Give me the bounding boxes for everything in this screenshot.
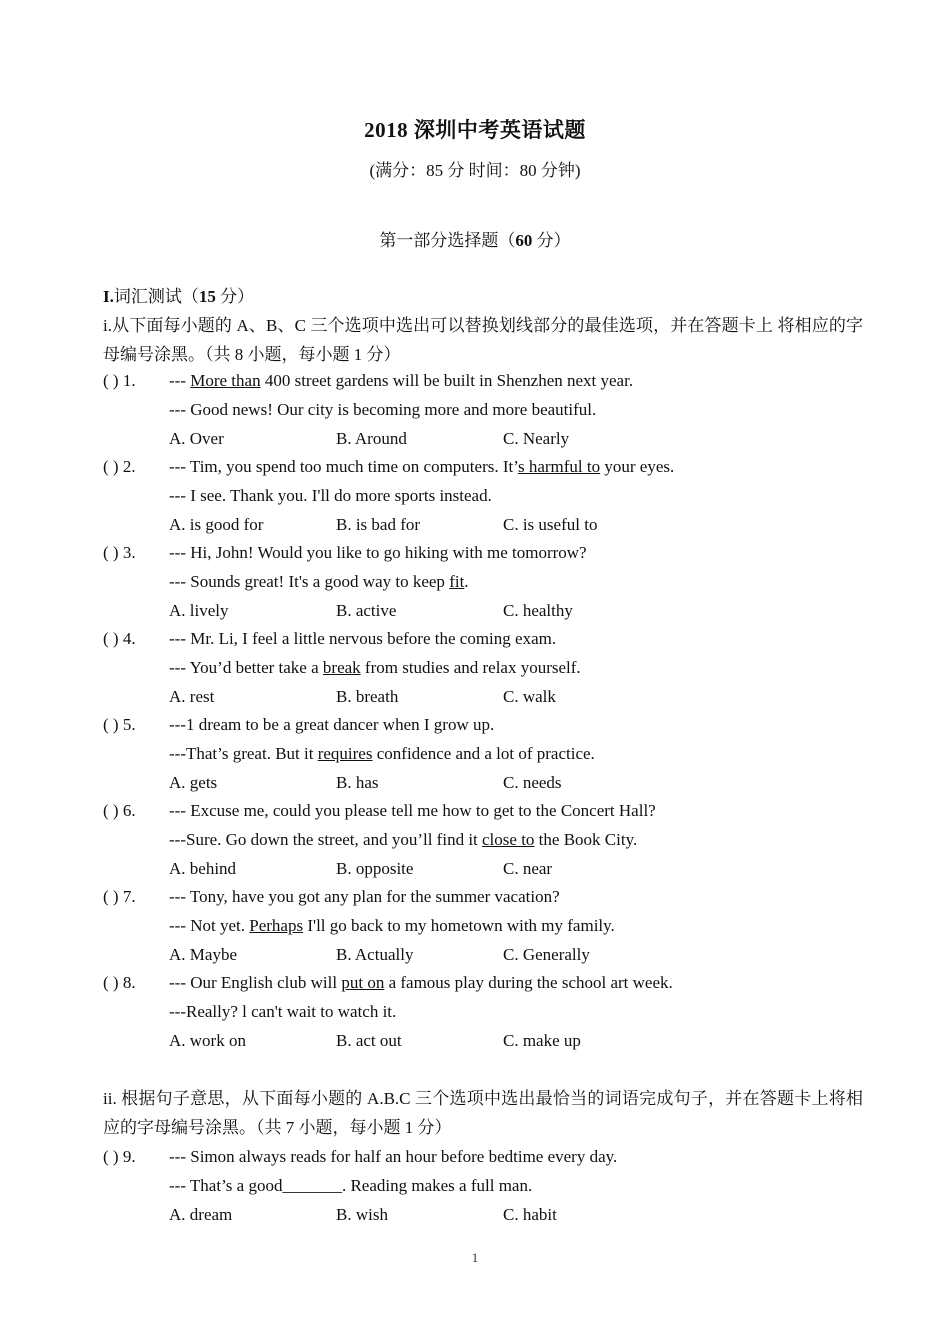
underlined-phrase: s harmful to <box>517 457 601 476</box>
part-title-score: 60 <box>515 231 533 250</box>
text: I'll go back to my hometown with my family. <box>303 916 615 935</box>
question-number: ( ) 2. <box>103 457 136 476</box>
text: the Book City. <box>534 830 638 849</box>
question-3 <box>0 538 950 624</box>
part-title-prefix: 第一部分选择题（ <box>379 231 516 250</box>
question-7 <box>0 882 950 968</box>
text: a famous play during the school art week. <box>384 973 673 992</box>
question-number: ( ) 3. <box>103 543 136 562</box>
question-line-2 <box>169 739 595 768</box>
question-number: ( ) 8. <box>103 973 136 992</box>
underlined-phrase: close to <box>482 830 535 849</box>
option-c: C. make up <box>503 1031 581 1050</box>
question-number: ( ) 1. <box>103 371 136 390</box>
question-line-1 <box>169 538 587 567</box>
option-b: B. is bad for <box>336 515 421 534</box>
text: ---Really? l can't wait to watch it. <box>169 1002 397 1021</box>
question-number: ( ) 7. <box>103 887 136 906</box>
underlined-phrase: requires <box>317 744 373 763</box>
question-line-2 <box>169 567 469 596</box>
question-number: ( ) 9. <box>103 1147 136 1166</box>
text: --- <box>169 371 191 390</box>
text: --- Mr. Li, I feel a little nervous before the coming exam. <box>169 629 557 648</box>
option-a: A. lively <box>169 601 229 620</box>
text: your eyes. <box>600 457 675 476</box>
text: --- Hi, John! Would you like to go hiking with me tomorrow? <box>169 543 587 562</box>
option-c: C. Nearly <box>503 429 570 448</box>
text: --- Not yet. <box>169 916 250 935</box>
section1-score: 15 <box>198 287 216 306</box>
option-a: A. Over <box>169 429 224 448</box>
section1-instruction: i.从下面每小题的 A、B、C 三个选项中选出可以替换划线部分的最佳选项，并在答题卡上 将相应的字母编号涂黑。（共 8 小题，每小题 1 分） <box>103 316 863 364</box>
question-2 <box>0 452 950 538</box>
text: --- Tony, have you got any plan for the summer vacation? <box>169 887 560 906</box>
option-b: B. wish <box>336 1205 388 1224</box>
option-b: B. Actually <box>336 945 414 964</box>
text: confidence and a lot of practice. <box>372 744 595 763</box>
option-b: B. Around <box>336 429 407 448</box>
section1-label: 词汇测试（ <box>113 287 199 306</box>
question-6 <box>0 796 950 882</box>
section1-label-bold: I. <box>103 287 114 306</box>
question-line-1 <box>169 968 673 997</box>
section2-instruction: ii. 根据句子意思，从下面每小题的 A.B.C 三个选项中选出最恰当的词语完成句子，并在答题卡上将相应的字母编号涂黑。（共 7 小题，每小题 1 分） <box>103 1089 863 1137</box>
text: --- Sounds great! It's a good way to keep <box>169 572 450 591</box>
question-list-1 <box>0 366 950 1054</box>
question-line-2 <box>169 395 596 424</box>
option-a: A. behind <box>169 859 237 878</box>
question-8 <box>0 968 950 1054</box>
section1-suffix: 分） <box>215 287 255 306</box>
question-number: ( ) 4. <box>103 629 136 648</box>
option-a: A. is good for <box>169 515 264 534</box>
section2-header <box>103 1084 863 1142</box>
underlined-phrase: More than <box>190 371 261 390</box>
page-number: 1 <box>471 1250 479 1265</box>
question-line-1 <box>169 452 674 481</box>
option-a: A. rest <box>169 687 215 706</box>
text: --- Tim, you spend too much time on computers. It’ <box>169 457 518 476</box>
underlined-phrase: Perhaps <box>249 916 304 935</box>
option-c: C. healthy <box>503 601 573 620</box>
question-line-1 <box>169 710 494 739</box>
text: ---Sure. Go down the street, and you’ll find it <box>169 830 483 849</box>
question-1 <box>0 366 950 452</box>
question-4 <box>0 624 950 710</box>
option-b: B. opposite <box>336 859 414 878</box>
question-line-2 <box>169 481 492 510</box>
section1-header <box>103 282 863 369</box>
text: ---1 dream to be a great dancer when I grow up. <box>169 715 495 734</box>
text: ---That’s great. But it <box>169 744 318 763</box>
option-b: B. active <box>336 601 397 620</box>
text: --- You’d better take a <box>169 658 323 677</box>
question-line-1 <box>169 366 633 395</box>
option-c: C. walk <box>503 687 556 706</box>
question-line-2: --- That’s a good_______. Reading makes a full man. <box>169 1176 533 1195</box>
question-5 <box>0 710 950 796</box>
question-line-2 <box>169 911 615 940</box>
part-title <box>0 226 950 251</box>
exam-title: 2018 深圳中考英语试题 <box>364 118 586 142</box>
option-a: A. work on <box>169 1031 246 1050</box>
option-c: C. Generally <box>503 945 590 964</box>
option-c: C. near <box>503 859 553 878</box>
question-line-1 <box>169 796 656 825</box>
exam-subtitle: (满分：85 分 时间：80 分钟) <box>369 161 581 180</box>
text: --- Excuse me, could you please tell me how to get to the Concert Hall? <box>169 801 656 820</box>
underlined-phrase: put on <box>341 973 385 992</box>
option-c: C. is useful to <box>503 515 598 534</box>
question-line-1 <box>169 624 556 653</box>
section1-title <box>103 282 863 311</box>
question-number: ( ) 5. <box>103 715 136 734</box>
option-a: A. Maybe <box>169 945 237 964</box>
text: --- Good news! Our city is becoming more and more beautiful. <box>169 400 597 419</box>
option-b: B. has <box>336 773 379 792</box>
text: from studies and relax yourself. <box>360 658 581 677</box>
question-line-2 <box>169 997 396 1026</box>
text: 400 street gardens will be built in Shenzhen next year. <box>260 371 634 390</box>
question-list-2 <box>0 1142 950 1228</box>
underlined-phrase: break <box>322 658 361 677</box>
option-a: A. gets <box>169 773 218 792</box>
question-9 <box>0 1142 950 1228</box>
part-title-suffix: 分） <box>532 231 571 250</box>
option-b: B. breath <box>336 687 399 706</box>
option-a: A. dream <box>169 1205 233 1224</box>
question-line-1 <box>169 882 560 911</box>
question-line-2 <box>169 653 581 682</box>
text: --- Our English club will <box>169 973 342 992</box>
underlined-phrase: fit <box>449 572 465 591</box>
text: . <box>464 572 469 591</box>
question-line-1: --- Simon always reads for half an hour before bedtime every day. <box>169 1147 618 1166</box>
text: --- I see. Thank you. I'll do more sports instead. <box>169 486 492 505</box>
question-number: ( ) 6. <box>103 801 136 820</box>
option-c: C. habit <box>503 1205 557 1224</box>
option-c: C. needs <box>503 773 562 792</box>
question-line-2 <box>169 825 637 854</box>
option-b: B. act out <box>336 1031 402 1050</box>
